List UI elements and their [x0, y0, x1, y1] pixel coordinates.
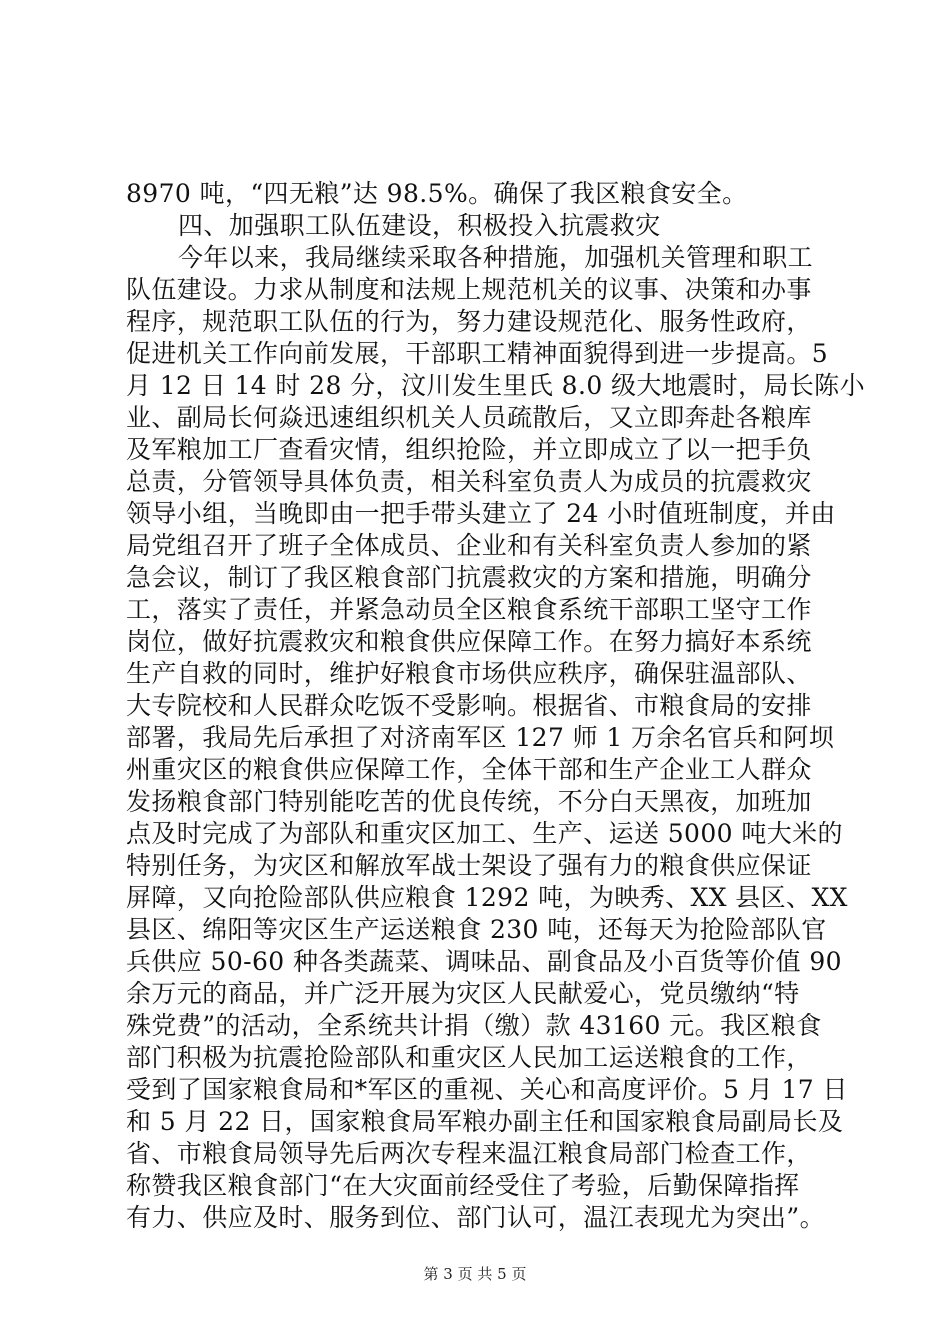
text-line: 工，落实了责任，并紧急动员全区粮食系统干部职工坚守工作: [126, 595, 812, 624]
text-line: 今年以来，我局继续采取各种措施，加强机关管理和职工: [178, 243, 814, 272]
text-line: 省、市粮食局领导先后两次专程来温江粮食局部门检查工作，: [126, 1139, 812, 1168]
text-line: 急会议，制订了我区粮食部门抗震救灾的方案和措施，明确分: [126, 563, 812, 592]
section-heading: 四、加强职工队伍建设，积极投入抗震救灾: [178, 211, 661, 240]
text-line: 岗位，做好抗震救灾和粮食供应保障工作。在努力搞好本系统: [126, 627, 812, 656]
page-footer: 第 3 页 共 5 页: [423, 1265, 527, 1283]
text-line: 县区、绵阳等灾区生产运送粮食 230 吨，还每天为抢险部队官: [126, 915, 827, 944]
text-line: 大专院校和人民群众吃饭不受影响。根据省、市粮食局的安排: [126, 691, 812, 720]
text-line: 点及时完成了为部队和重灾区加工、生产、运送 5000 吨大米的: [126, 819, 843, 848]
text-line: 屏障，又向抢险部队供应粮食 1292 吨，为映秀、XX 县区、XX: [126, 883, 848, 912]
text-line: 有力、供应及时、服务到位、部门认可，温江表现尤为突出”。: [126, 1203, 825, 1232]
text-line: 特别任务，为灾区和解放军战士架设了强有力的粮食供应保证: [126, 851, 812, 880]
text-line: 业、副局长何焱迅速组织机关人员疏散后，又立即奔赴各粮库: [126, 403, 812, 432]
text-line: 及军粮加工厂查看灾情，组织抢险，并立即成立了以一把手负: [126, 435, 812, 464]
text-line: 8970 吨，“四无粮”达 98.5%。确保了我区粮食安全。: [126, 179, 748, 208]
text-line: 州重灾区的粮食供应保障工作，全体干部和生产企业工人群众: [126, 755, 812, 784]
text-line: 余万元的商品，并广泛开展为灾区人民献爱心，党员缴纳“特: [126, 979, 800, 1008]
text-line: 部署，我局先后承担了对济南军区 127 师 1 万余名官兵和阿坝: [126, 723, 835, 752]
text-line: 和 5 月 22 日，国家粮食局军粮办副主任和国家粮食局副局长及: [126, 1107, 844, 1136]
text-line: 程序，规范职工队伍的行为，努力建设规范化、服务性政府，: [126, 307, 812, 336]
text-line: 受到了国家粮食局和*军区的重视、关心和高度评价。5 月 17 日: [126, 1075, 848, 1104]
text-line: 称赞我区粮食部门“在大灾面前经受住了考验，后勤保障指挥: [126, 1171, 800, 1200]
text-line: 促进机关工作向前发展，干部职工精神面貌得到进一步提高。5: [126, 339, 829, 368]
text-line: 部门积极为抗震抢险部队和重灾区人民加工运送粮食的工作，: [126, 1043, 812, 1072]
text-line: 发扬粮食部门特别能吃苦的优良传统，不分白天黑夜，加班加: [126, 787, 812, 816]
text-line: 殊党费”的活动，全系统共计捐（缴）款 43160 元。我区粮食: [126, 1011, 822, 1040]
text-line: 局党组召开了班子全体成员、企业和有关科室负责人参加的紧: [126, 531, 812, 560]
text-line: 月 12 日 14 时 28 分，汶川发生里氏 8.0 级大地震时，局长陈小: [126, 371, 865, 400]
text-line: 兵供应 50-60 种各类蔬菜、调味品、副食品及小百货等价值 90: [126, 947, 842, 976]
text-line: 领导小组，当晚即由一把手带头建立了 24 小时值班制度，并由: [126, 499, 836, 528]
text-line: 总责，分管领导具体负责，相关科室负责人为成员的抗震救灾: [126, 467, 812, 496]
text-line: 生产自救的同时，维护好粮食市场供应秩序，确保驻温部队、: [126, 659, 812, 688]
text-line: 队伍建设。力求从制度和法规上规范机关的议事、决策和办事: [126, 275, 812, 304]
